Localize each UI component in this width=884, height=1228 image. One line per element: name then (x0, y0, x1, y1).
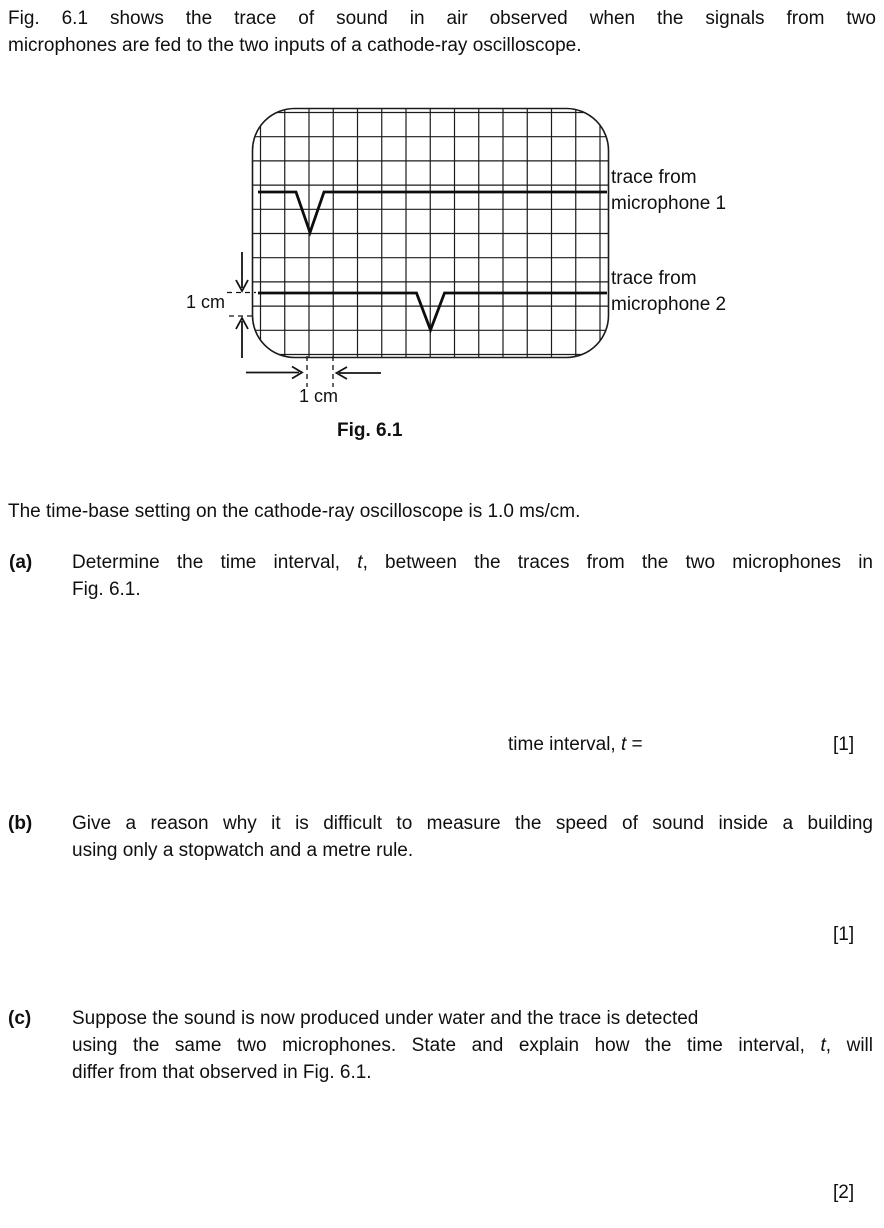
part-a-marks: [1] (833, 734, 855, 755)
part-b-line-2: using only a stopwatch and a metre rule. (72, 840, 414, 861)
part-a-answer-prompt: time interval, t = (508, 734, 643, 755)
oscilloscope-figure (0, 0, 884, 470)
part-c-marks: [2] (833, 1182, 855, 1203)
oscilloscope-grid (251, 107, 611, 361)
intro-line-2: microphones are fed to the two inputs of a cathode-ray oscilloscope. (8, 35, 582, 56)
trace-line-2 (258, 293, 607, 330)
trace1-label: trace from microphone 1 (611, 167, 727, 214)
figure-caption: Fig. 6.1 (337, 420, 403, 441)
part-c-line-1: Suppose the sound is now produced under water and the trace is detected (72, 1008, 699, 1029)
variable-t: t (357, 552, 363, 573)
part-a-label: (a) (9, 552, 33, 573)
trace2-label: trace from microphone 2 (611, 268, 727, 315)
part-a-line-1: Determine the time interval, t, between the traces from the two microphones in (72, 552, 874, 573)
vertical-scale-label: 1 cm (186, 292, 226, 312)
part-c-text (72, 1005, 873, 1086)
timebase-sentence: The time-base setting on the cathode-ray oscilloscope is 1.0 ms/cm. (8, 501, 581, 522)
part-b-text (72, 810, 873, 864)
horizontal-scale-label: 1 cm (299, 386, 339, 406)
part-c-line-3: differ from that observed in Fig. 6.1. (72, 1062, 372, 1083)
part-c-line-2: using the same two microphones. State and explain how the time interval, t, will (72, 1035, 873, 1056)
part-c-label: (c) (8, 1008, 32, 1029)
part-b-marks: [1] (833, 924, 855, 945)
variable-t: t (820, 1035, 826, 1056)
intro-line-1: Fig. 6.1 shows the trace of sound in air observed when the signals from two (8, 8, 876, 29)
horizontal-scale-arrows (246, 356, 381, 387)
part-b-label: (b) (8, 813, 33, 834)
vertical-scale-arrows (227, 252, 256, 358)
part-a-text (72, 549, 873, 603)
variable-t: t (620, 734, 627, 755)
part-a-line-2: Fig. 6.1. (72, 579, 141, 600)
part-b-line-1: Give a reason why it is difficult to measure the speed of sound inside a building (72, 813, 873, 834)
trace-line-1 (258, 192, 607, 233)
trace-lines (258, 192, 607, 330)
